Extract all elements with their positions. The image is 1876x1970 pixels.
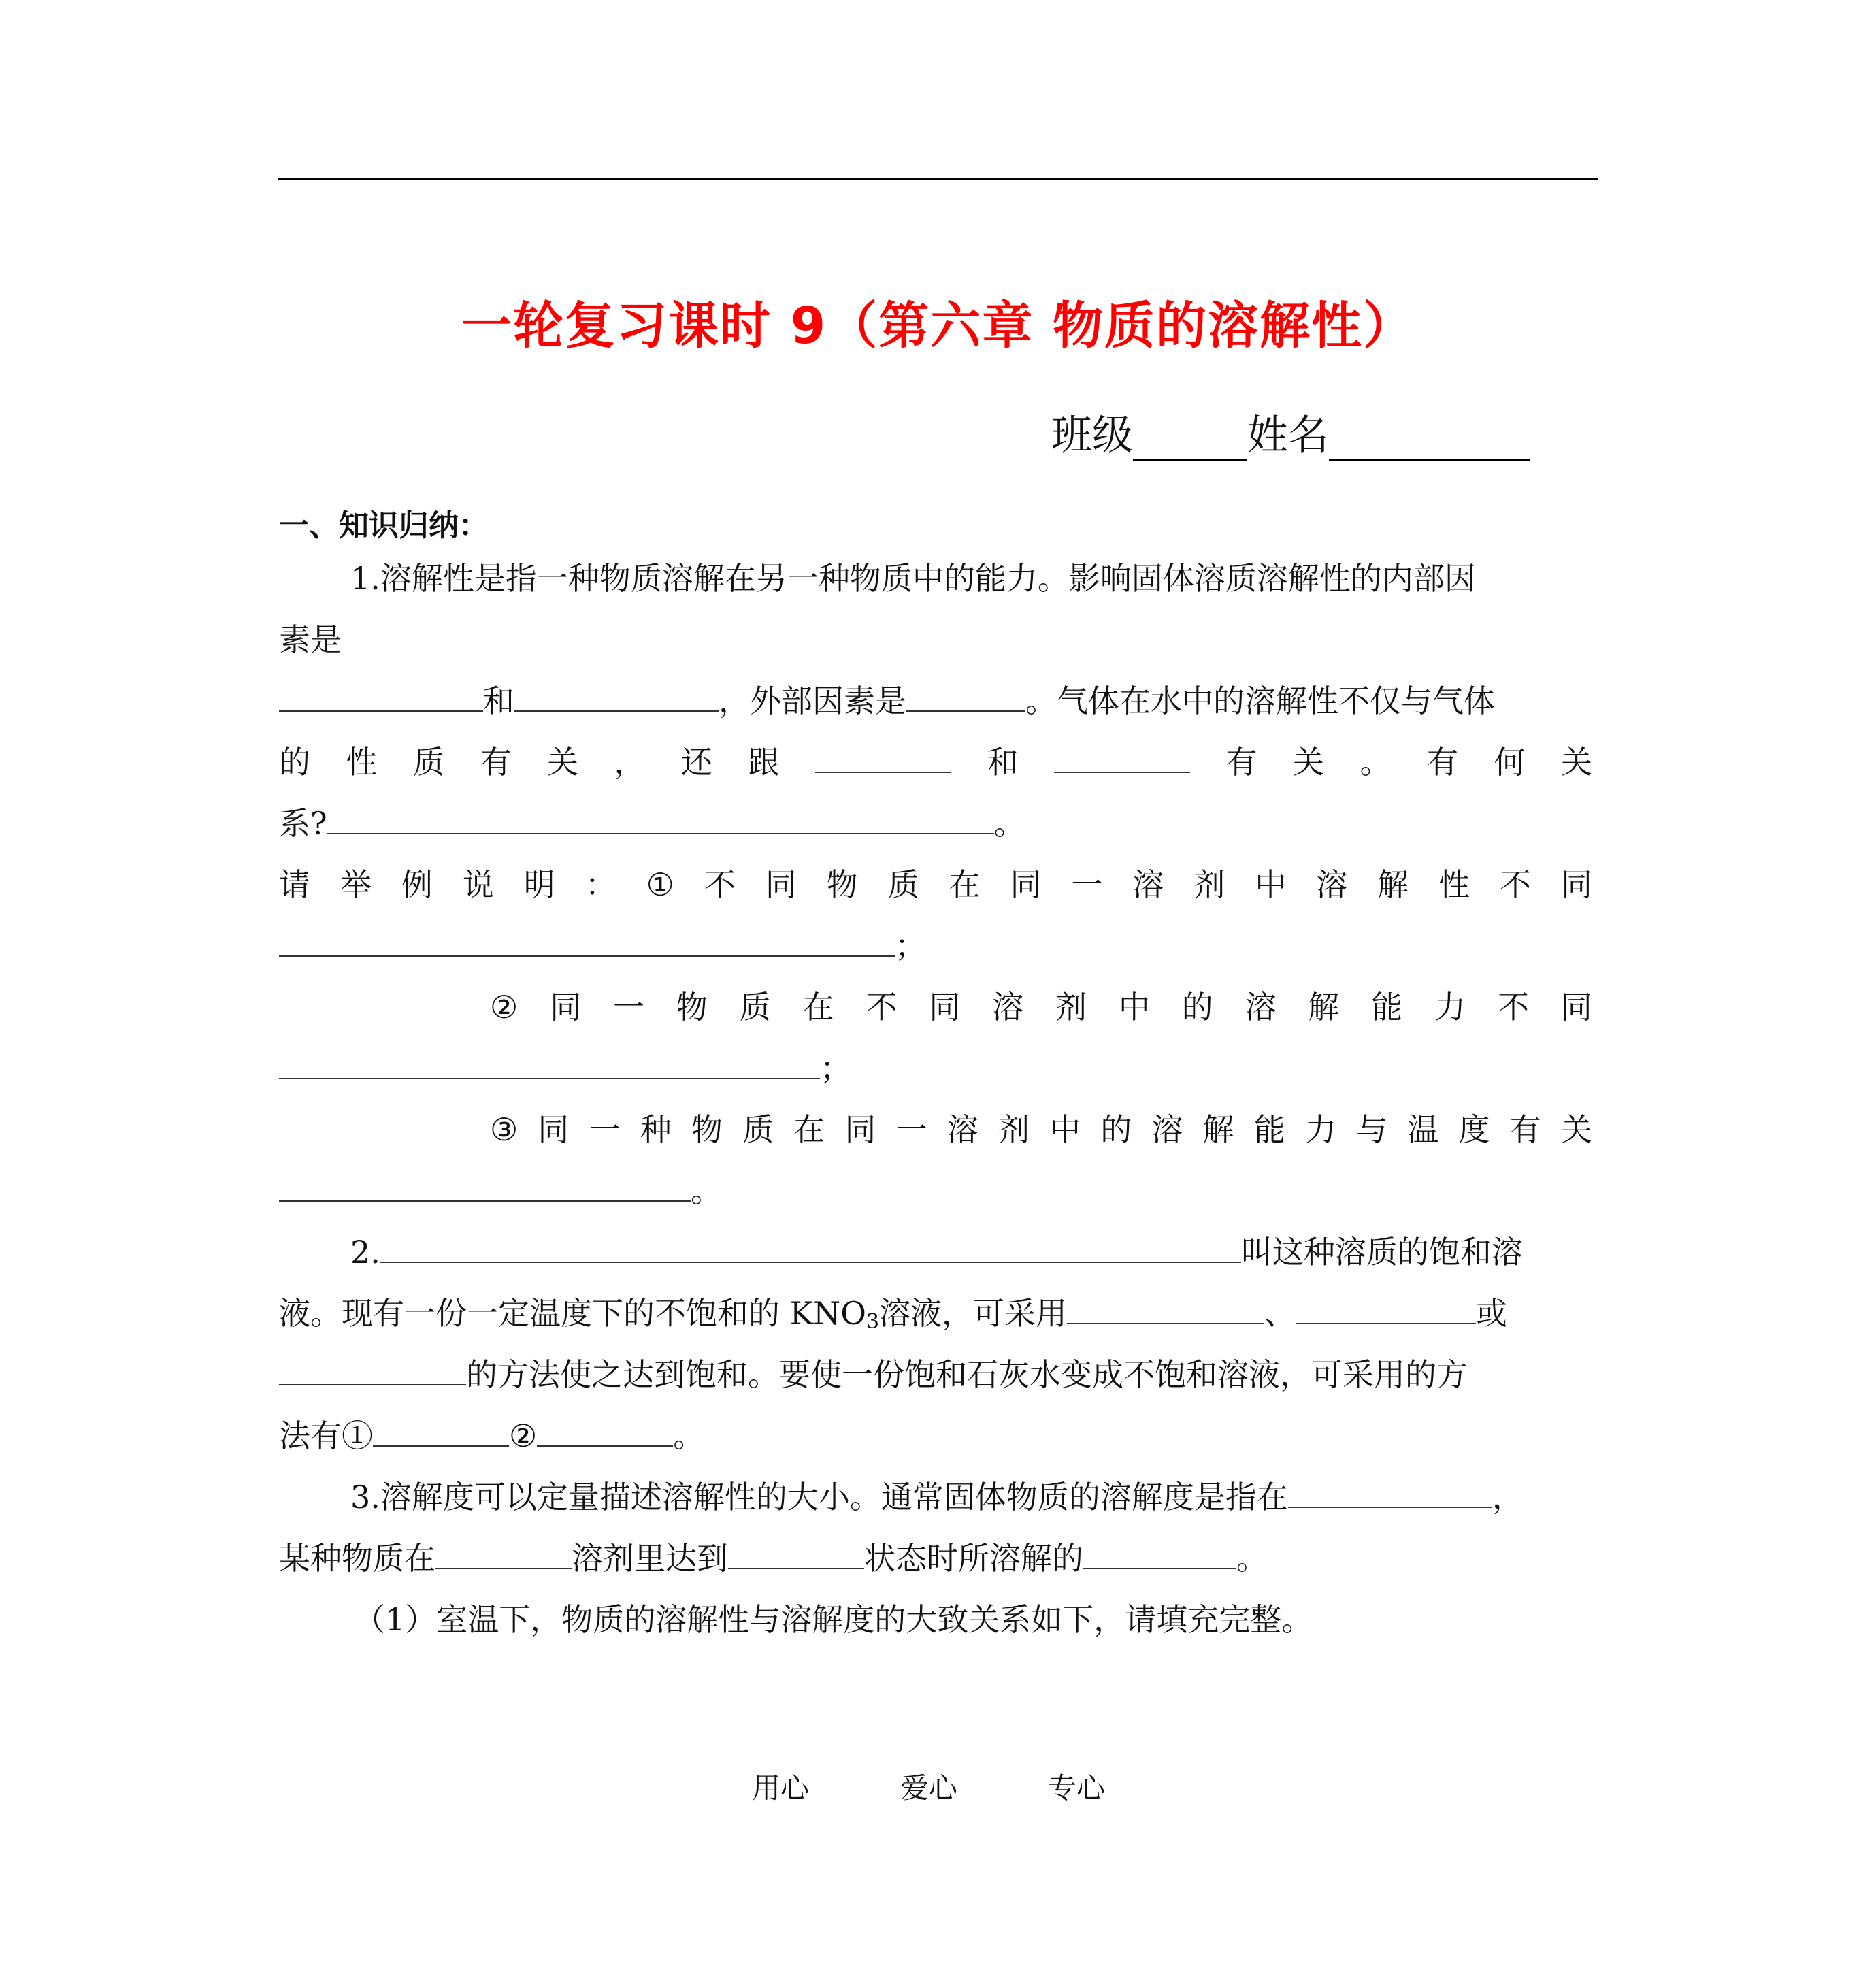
blank-relation[interactable] bbox=[327, 803, 994, 834]
example-char: 中 bbox=[1255, 866, 1287, 903]
blank-temperature[interactable] bbox=[1288, 1477, 1492, 1508]
q1-char: 何 bbox=[1494, 744, 1526, 781]
q1-example3-answer bbox=[279, 1170, 1592, 1211]
blank-method-3[interactable] bbox=[279, 1354, 466, 1385]
q1-char: 有 bbox=[480, 744, 512, 781]
example-char: 质 bbox=[887, 866, 919, 903]
q1-char: 性 bbox=[346, 744, 378, 781]
header-rule bbox=[278, 178, 1598, 180]
example-char: 性 bbox=[1438, 866, 1470, 903]
blank-internal-factor-2[interactable] bbox=[514, 680, 719, 712]
example-char: 中 bbox=[1118, 989, 1150, 1025]
example-char: 与 bbox=[1356, 1111, 1388, 1148]
example-char: ① bbox=[646, 866, 674, 903]
example-char: 一 bbox=[612, 989, 644, 1025]
blank-lime-method-2[interactable] bbox=[537, 1415, 673, 1447]
q1-example2-answer bbox=[279, 1048, 1592, 1089]
name-label: 姓名 bbox=[1247, 412, 1329, 459]
example-char: 不 bbox=[1498, 989, 1529, 1025]
class-name-fields bbox=[1051, 403, 1530, 461]
example-char: 种 bbox=[640, 1111, 672, 1148]
q2-number: 2. bbox=[350, 1234, 380, 1270]
example-char: 同 bbox=[1560, 989, 1592, 1025]
example-char: 解 bbox=[1308, 989, 1340, 1025]
q1-period: 。 bbox=[993, 805, 1025, 842]
class-label: 班级 bbox=[1051, 412, 1133, 459]
example-char: 度 bbox=[1458, 1111, 1490, 1148]
q3-line1 bbox=[350, 1477, 1592, 1517]
q1-char: 关 bbox=[547, 744, 578, 781]
q2-line2-b: 溶液，可采用 bbox=[879, 1295, 1068, 1332]
example-char: 一 bbox=[895, 1111, 927, 1148]
q2-comma: 、 bbox=[1264, 1295, 1296, 1332]
example-char: 解 bbox=[1377, 866, 1409, 903]
q1-char: 有 bbox=[1225, 744, 1257, 781]
example-char: 在 bbox=[793, 1111, 825, 1148]
q1-char: 跟 bbox=[748, 744, 780, 781]
footer-text-3: 专心 bbox=[1048, 1771, 1106, 1805]
example-char: 明 bbox=[523, 866, 555, 903]
q2-line1 bbox=[350, 1232, 1592, 1273]
q1-char: 质 bbox=[413, 744, 444, 781]
blank-example-2[interactable] bbox=[279, 1048, 820, 1079]
example-char: 不 bbox=[1500, 866, 1531, 903]
example-char: 溶 bbox=[1245, 989, 1277, 1025]
example-char: 同 bbox=[1010, 866, 1042, 903]
q2-line4-a: 法有① bbox=[279, 1417, 373, 1454]
example-char: 物 bbox=[826, 866, 858, 903]
q3-line1-b: ， bbox=[1492, 1479, 1524, 1515]
example-char: 质 bbox=[742, 1111, 774, 1148]
q2-or: 或 bbox=[1476, 1295, 1508, 1332]
example-char: 剂 bbox=[1055, 989, 1087, 1025]
example-char: 请 bbox=[279, 866, 310, 903]
q3-line2-b: 溶剂里达到 bbox=[572, 1540, 728, 1577]
example-char: 在 bbox=[949, 866, 981, 903]
example-char: 溶 bbox=[1151, 1111, 1183, 1148]
q1-char: 还 bbox=[681, 744, 712, 781]
example-char: 温 bbox=[1407, 1111, 1439, 1148]
q2-line4-b: ② bbox=[509, 1417, 538, 1454]
q3-sub1: （1）室温下，物质的溶解性与溶解度的大致关系如下，请填充完整。 bbox=[354, 1601, 1313, 1638]
semicolon: ； bbox=[820, 1050, 851, 1087]
example-char: 物 bbox=[676, 989, 708, 1025]
q3-line2-a: 某种物质在 bbox=[279, 1540, 435, 1577]
example-char: 关 bbox=[1560, 1111, 1592, 1148]
q2-line4-c: 。 bbox=[673, 1417, 705, 1454]
q1-char: 。 bbox=[1360, 744, 1392, 781]
page-title: 一轮复习课时 9（第六章 物质的溶解性） bbox=[461, 297, 1415, 355]
blank-example-1[interactable] bbox=[279, 925, 895, 957]
footer-text-1: 用心 bbox=[752, 1771, 810, 1805]
blank-gas-factor-1[interactable] bbox=[815, 742, 951, 773]
q3-line2-d: 。 bbox=[1236, 1540, 1268, 1577]
example-char: 同 bbox=[550, 989, 582, 1025]
example-char: 质 bbox=[739, 989, 771, 1025]
example-char: 不 bbox=[866, 989, 898, 1025]
example-char: 同 bbox=[1560, 866, 1592, 903]
semicolon: ； bbox=[895, 927, 926, 964]
class-blank[interactable] bbox=[1133, 420, 1247, 461]
period: 。 bbox=[691, 1172, 722, 1209]
example-char: 中 bbox=[1049, 1111, 1081, 1148]
q1-char: 关 bbox=[1561, 744, 1592, 781]
q1-example1-answer bbox=[279, 925, 1592, 966]
q1-example2-line bbox=[490, 987, 1592, 1028]
q1-char: ， bbox=[614, 744, 646, 781]
q2-line2-a: 液。现有一份一定温度下的不饱和的 KNO bbox=[279, 1295, 866, 1332]
name-blank[interactable] bbox=[1329, 420, 1530, 461]
q2-line4 bbox=[279, 1415, 1592, 1456]
example-char: 在 bbox=[802, 989, 834, 1025]
example-char: 一 bbox=[1071, 866, 1103, 903]
q1-external-label: ，外部因素是 bbox=[719, 683, 906, 719]
blank-lime-method-1[interactable] bbox=[373, 1415, 509, 1447]
example-char: 同 bbox=[538, 1111, 570, 1148]
example-char: 不 bbox=[704, 866, 736, 903]
blank-saturated-definition[interactable] bbox=[380, 1232, 1241, 1263]
q1-line1: 1.溶解性是指一种物质溶解在另一种物质中的能力。影响固体溶质溶解性的内部因 bbox=[350, 560, 1476, 597]
q1-example-line bbox=[279, 864, 1592, 905]
example-char: 举 bbox=[340, 866, 372, 903]
blank-internal-factor-1[interactable] bbox=[279, 680, 483, 712]
example-char: 同 bbox=[844, 1111, 876, 1148]
q2-line3-text: 的方法使之达到饱和。要使一份饱和石灰水变成不饱和溶液，可采用的方 bbox=[466, 1356, 1468, 1393]
example-char: 一 bbox=[589, 1111, 621, 1148]
example-char: 例 bbox=[401, 866, 433, 903]
q2-line2 bbox=[279, 1293, 1592, 1334]
example-char: 能 bbox=[1253, 1111, 1285, 1148]
example-char: 力 bbox=[1305, 1111, 1336, 1148]
example-char: 同 bbox=[929, 989, 961, 1025]
q1-line3 bbox=[279, 680, 1592, 721]
example-char: 有 bbox=[1509, 1111, 1541, 1148]
example-char: 的 bbox=[1181, 989, 1213, 1025]
q3-line1-a: 3.溶解度可以定量描述溶解性的大小。通常固体物质的溶解度是指在 bbox=[350, 1479, 1288, 1515]
q2-line1-tail: 叫这种溶质的饱和溶 bbox=[1240, 1234, 1523, 1270]
example-char: ③ bbox=[490, 1111, 519, 1148]
example-char: 物 bbox=[691, 1111, 723, 1148]
example-char: 溶 bbox=[947, 1111, 978, 1148]
blank-gas-factor-2[interactable] bbox=[1054, 742, 1190, 773]
blank-method-1[interactable] bbox=[1067, 1293, 1264, 1324]
blank-example-3[interactable] bbox=[279, 1170, 691, 1202]
example-char: 能 bbox=[1371, 989, 1403, 1025]
blank-mass[interactable] bbox=[1083, 1538, 1236, 1569]
q1-gas-text: 。气体在水中的溶解性不仅与气体 bbox=[1025, 683, 1495, 719]
q1-line5 bbox=[279, 803, 1592, 844]
q2-line3 bbox=[279, 1354, 1592, 1395]
q1-char: 和 bbox=[987, 744, 1019, 781]
example-char: 力 bbox=[1434, 989, 1466, 1025]
example-char: 解 bbox=[1202, 1111, 1234, 1148]
blank-method-2[interactable] bbox=[1296, 1293, 1476, 1324]
q3-line2 bbox=[279, 1538, 1592, 1579]
section-heading: 一、知识归纳： bbox=[279, 508, 489, 543]
example-char: 溶 bbox=[1316, 866, 1348, 903]
example-char: 溶 bbox=[992, 989, 1024, 1025]
q1-line2: 素是 bbox=[279, 621, 342, 658]
example-char: 同 bbox=[765, 866, 797, 903]
q1-char: 有 bbox=[1427, 744, 1458, 781]
q2-subscript: 3 bbox=[866, 1310, 880, 1334]
q1-example3-line bbox=[490, 1109, 1592, 1150]
q3-line2-c: 状态时所溶解的 bbox=[864, 1540, 1083, 1577]
footer-text-2: 爱心 bbox=[900, 1771, 958, 1805]
example-char: 的 bbox=[1100, 1111, 1132, 1148]
q1-line4 bbox=[279, 742, 1592, 783]
q1-char: 的 bbox=[279, 744, 310, 781]
example-char: ② bbox=[490, 989, 519, 1025]
q1-relation-prefix: 系? bbox=[279, 805, 327, 842]
example-char: 说 bbox=[462, 866, 494, 903]
q1-char: 关 bbox=[1293, 744, 1324, 781]
q1-and: 和 bbox=[483, 683, 514, 719]
example-char: ： bbox=[585, 866, 616, 903]
example-char: 剂 bbox=[1194, 866, 1225, 903]
example-char: 剂 bbox=[998, 1111, 1030, 1148]
blank-external-factor[interactable] bbox=[906, 680, 1025, 712]
blank-state[interactable] bbox=[728, 1538, 864, 1569]
blank-solvent-amount[interactable] bbox=[435, 1538, 572, 1569]
example-char: 溶 bbox=[1132, 866, 1164, 903]
